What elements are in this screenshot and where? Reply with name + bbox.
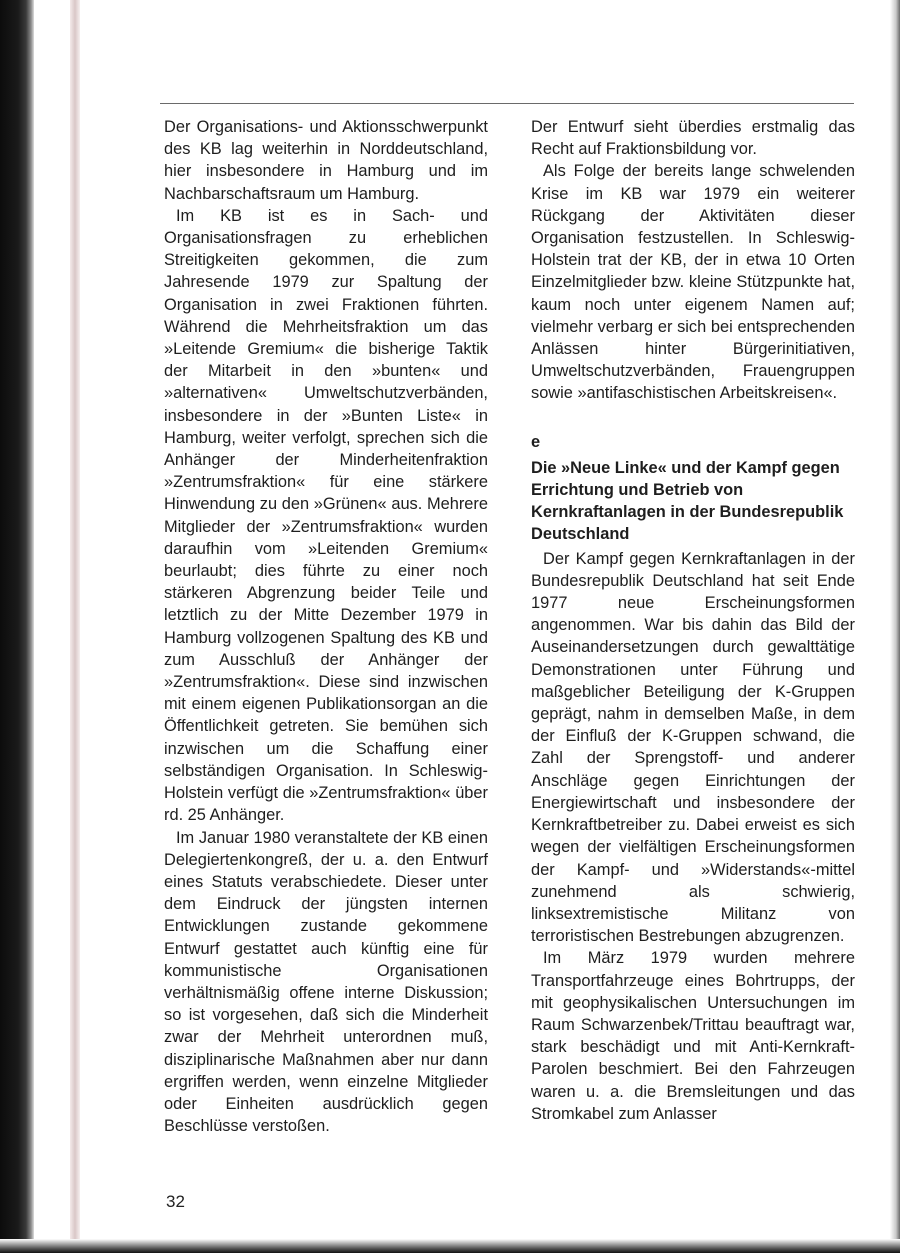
- scan-edge-left: [0, 0, 34, 1253]
- paragraph: Als Folge der bereits lange schwelenden Krise im KB war 1979 ein weiterer Rückgang der Aktivitäten dieser Organisation festzustellen. In Schleswig-Holstein trat der KB, der in etwa 10 Orten Einzelmitglieder bzw. kleine Stützpunkte hat, kaum noch unter eigenem Namen auf; vielmehr verbarg er sich bei entsprechenden Anlässen hinter Bürgerinitiativen, Umweltschutzverbänden, Frauengruppen sowie »antifaschistischen Arbeitskreisen«.: [531, 162, 855, 403]
- page-fold: [70, 0, 80, 1253]
- paragraph: Der Entwurf sieht überdies erstmalig das Recht auf Fraktionsbildung vor.: [531, 118, 855, 159]
- left-column: [164, 116, 488, 1137]
- scan-edge-bottom: [0, 1239, 900, 1253]
- top-rule: [160, 103, 854, 104]
- paragraph: Im Januar 1980 veranstaltete der KB einen Delegiertenkongreß, der u. a. den Entwurf eines Statuts verabschiedete. Dieser unter dem Eindruck der jüngsten internen Entwicklungen zustande gekommene Entwurf gestattet auch künftig eine für kommunistische Organisationen verhältnismäßig offene interne Diskussion; so ist vorgesehen, daß sich die Minderheit zwar der Mehrheit unterordnen muß, disziplinarische Maßnahmen aber nur dann ergriffen werden, wenn einzelne Mitglieder oder Einheiten ausdrücklich gegen Beschlüsse verstoßen.: [164, 828, 488, 1136]
- paragraph: Im KB ist es in Sach- und Organisationsfragen zu erheblichen Streitigkeiten gekommen, die zum Jahresende 1979 zur Spaltung der Organisation in zwei Fraktionen führten. Während die Mehrheitsfraktion um das »Leitende Gremium« die bisherige Taktik der Mitarbeit in den »bunten« und »alternativen« Umweltschutzverbänden, insbesondere in der »Bunten Liste« in Hamburg, weiter verfolgt, sprechen sich die Anhänger der Minderheitenfraktion »Zentrumsfraktion« für eine stärkere Hinwendung zu den »Grünen« aus. Mehrere Mitglieder der »Zentrumsfraktion« wurden daraufhin vom »Leitenden Gremium« beurlaubt; dies führte zu einer noch stärkeren Abgrenzung beider Teile und letztlich zu der Mitte Dezember 1979 in Hamburg vollzogenen Spaltung des KB und zum Ausschluß der Anhänger der »Zentrumsfraktion«. Diese sind inzwischen mit einem eigenen Publikationsorgan an die Öffentlichkeit getreten. Sie bemühen sich inzwischen um die Schaffung einer selbständigen Organisation. In Schleswig-Holstein verfügt die »Zentrumsfraktion« über rd. 25 Anhänger.: [164, 206, 488, 825]
- section-marker: e: [531, 432, 541, 451]
- scan-edge-right: [890, 0, 900, 1253]
- right-column: [531, 116, 855, 1125]
- paragraph: Der Organisations- und Aktionsschwerpunkt des KB lag weiterhin in Norddeutschland, hier insbesondere in Hamburg und im Nachbarschaftsraum um Hamburg.: [164, 118, 488, 203]
- paragraph: Im März 1979 wurden mehrere Transportfahrzeuge eines Bohrtrupps, der mit geophysikalischen Untersuchungen im Raum Schwarzenbek/Trittau beauftragt war, stark beschädigt und mit Anti-Kernkraft-Parolen beschmiert. Bei den Fahrzeugen waren u. a. die Bremsleitungen und das Stromkabel zum Anlasser: [531, 949, 855, 1123]
- section-heading: Die »Neue Linke« und der Kampf gegen Errichtung und Betrieb von Kernkraftanlagen in der Bundesrepublik Deutschland: [531, 458, 844, 544]
- page-number: 32: [166, 1192, 185, 1211]
- paragraph: Der Kampf gegen Kernkraftanlagen in der Bundesrepublik Deutschland hat seit Ende 1977 neue Erscheinungsformen angenommen. War bis dahin das Bild der Auseinandersetzungen durch gewalttätige Demonstrationen unter Führung und maßgeblicher Beteiligung der K-Gruppen geprägt, nahm in demselben Maße, in dem der Einfluß der K-Gruppen schwand, die Zahl der Sprengstoff- und anderer Anschläge gegen Einrichtungen der Energiewirtschaft und insbesondere der Kernkraftbetreiber zu. Dabei erweist es sich wegen der vielfältigen Erscheinungsformen der Kampf- und »Widerstands«-mittel zunehmend als schwierig, linksextremistische Militanz von terroristischen Bestrebungen abzugrenzen.: [531, 549, 855, 946]
